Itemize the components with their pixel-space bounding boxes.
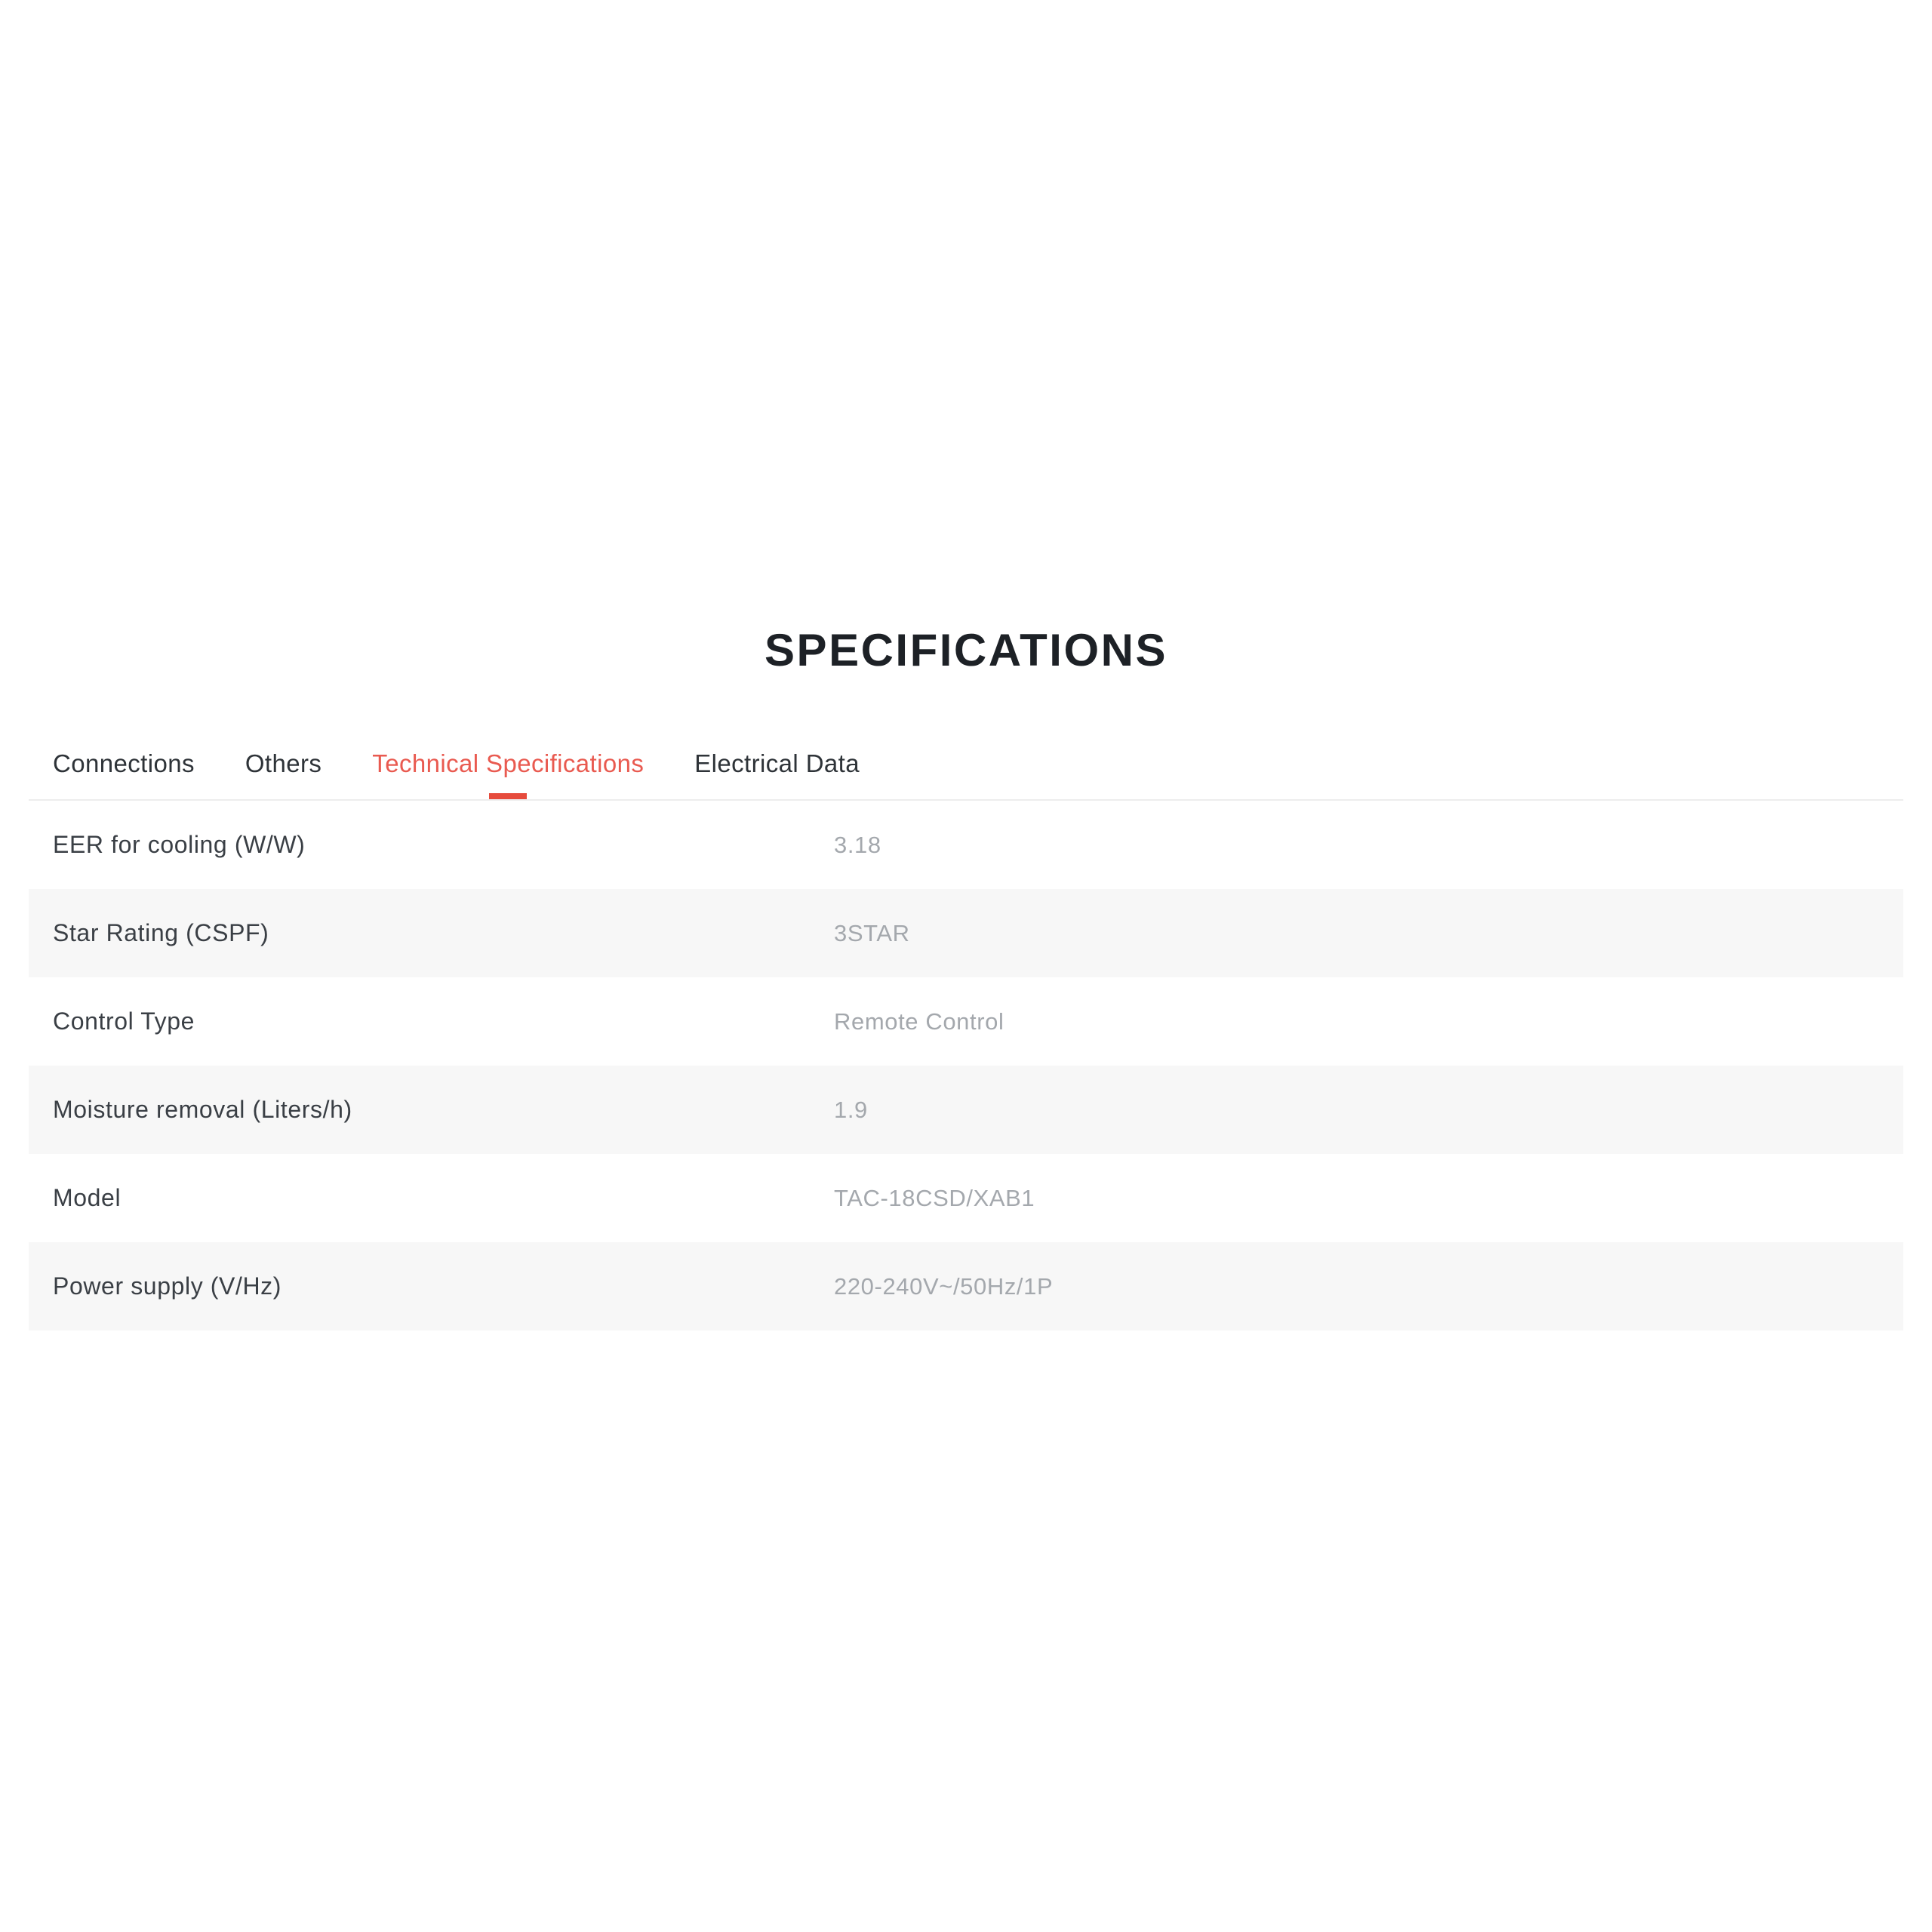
- spec-label: EER for cooling (W/W): [53, 831, 306, 858]
- spec-value: 1.9: [834, 1096, 868, 1123]
- spec-value: TAC-18CSD/XAB1: [834, 1184, 1035, 1211]
- table-row: [29, 801, 1903, 889]
- spec-value: 3.18: [834, 831, 881, 858]
- active-tab-underline-indicator: [489, 793, 527, 799]
- table-row: [29, 1154, 1903, 1242]
- tab-connections[interactable]: Connections: [53, 749, 195, 777]
- table-row: [29, 1242, 1903, 1331]
- spec-value: 220-240V~/50Hz/1P: [834, 1272, 1054, 1300]
- spec-tab-bar: [29, 749, 1903, 801]
- tab-technical-specifications[interactable]: [372, 749, 644, 799]
- table-row: [29, 889, 1903, 977]
- tab-electrical-data[interactable]: Electrical Data: [694, 749, 860, 777]
- spec-label: Moisture removal (Liters/h): [53, 1096, 352, 1123]
- spec-value: Remote Control: [834, 1008, 1004, 1035]
- table-row: [29, 977, 1903, 1066]
- spec-label: Power supply (V/Hz): [53, 1272, 282, 1300]
- spec-value: 3STAR: [834, 919, 910, 946]
- spec-table: [29, 801, 1903, 1331]
- page-title: SPECIFICATIONS: [764, 625, 1168, 675]
- spec-label: Star Rating (CSPF): [53, 919, 269, 946]
- tab-others[interactable]: Others: [245, 749, 322, 777]
- specifications-section: [29, 749, 1903, 1331]
- spec-label: Model: [53, 1184, 122, 1211]
- tab-technical-specifications-label: Technical Specifications: [372, 749, 645, 777]
- table-row: [29, 1066, 1903, 1154]
- spec-label: Control Type: [53, 1008, 195, 1035]
